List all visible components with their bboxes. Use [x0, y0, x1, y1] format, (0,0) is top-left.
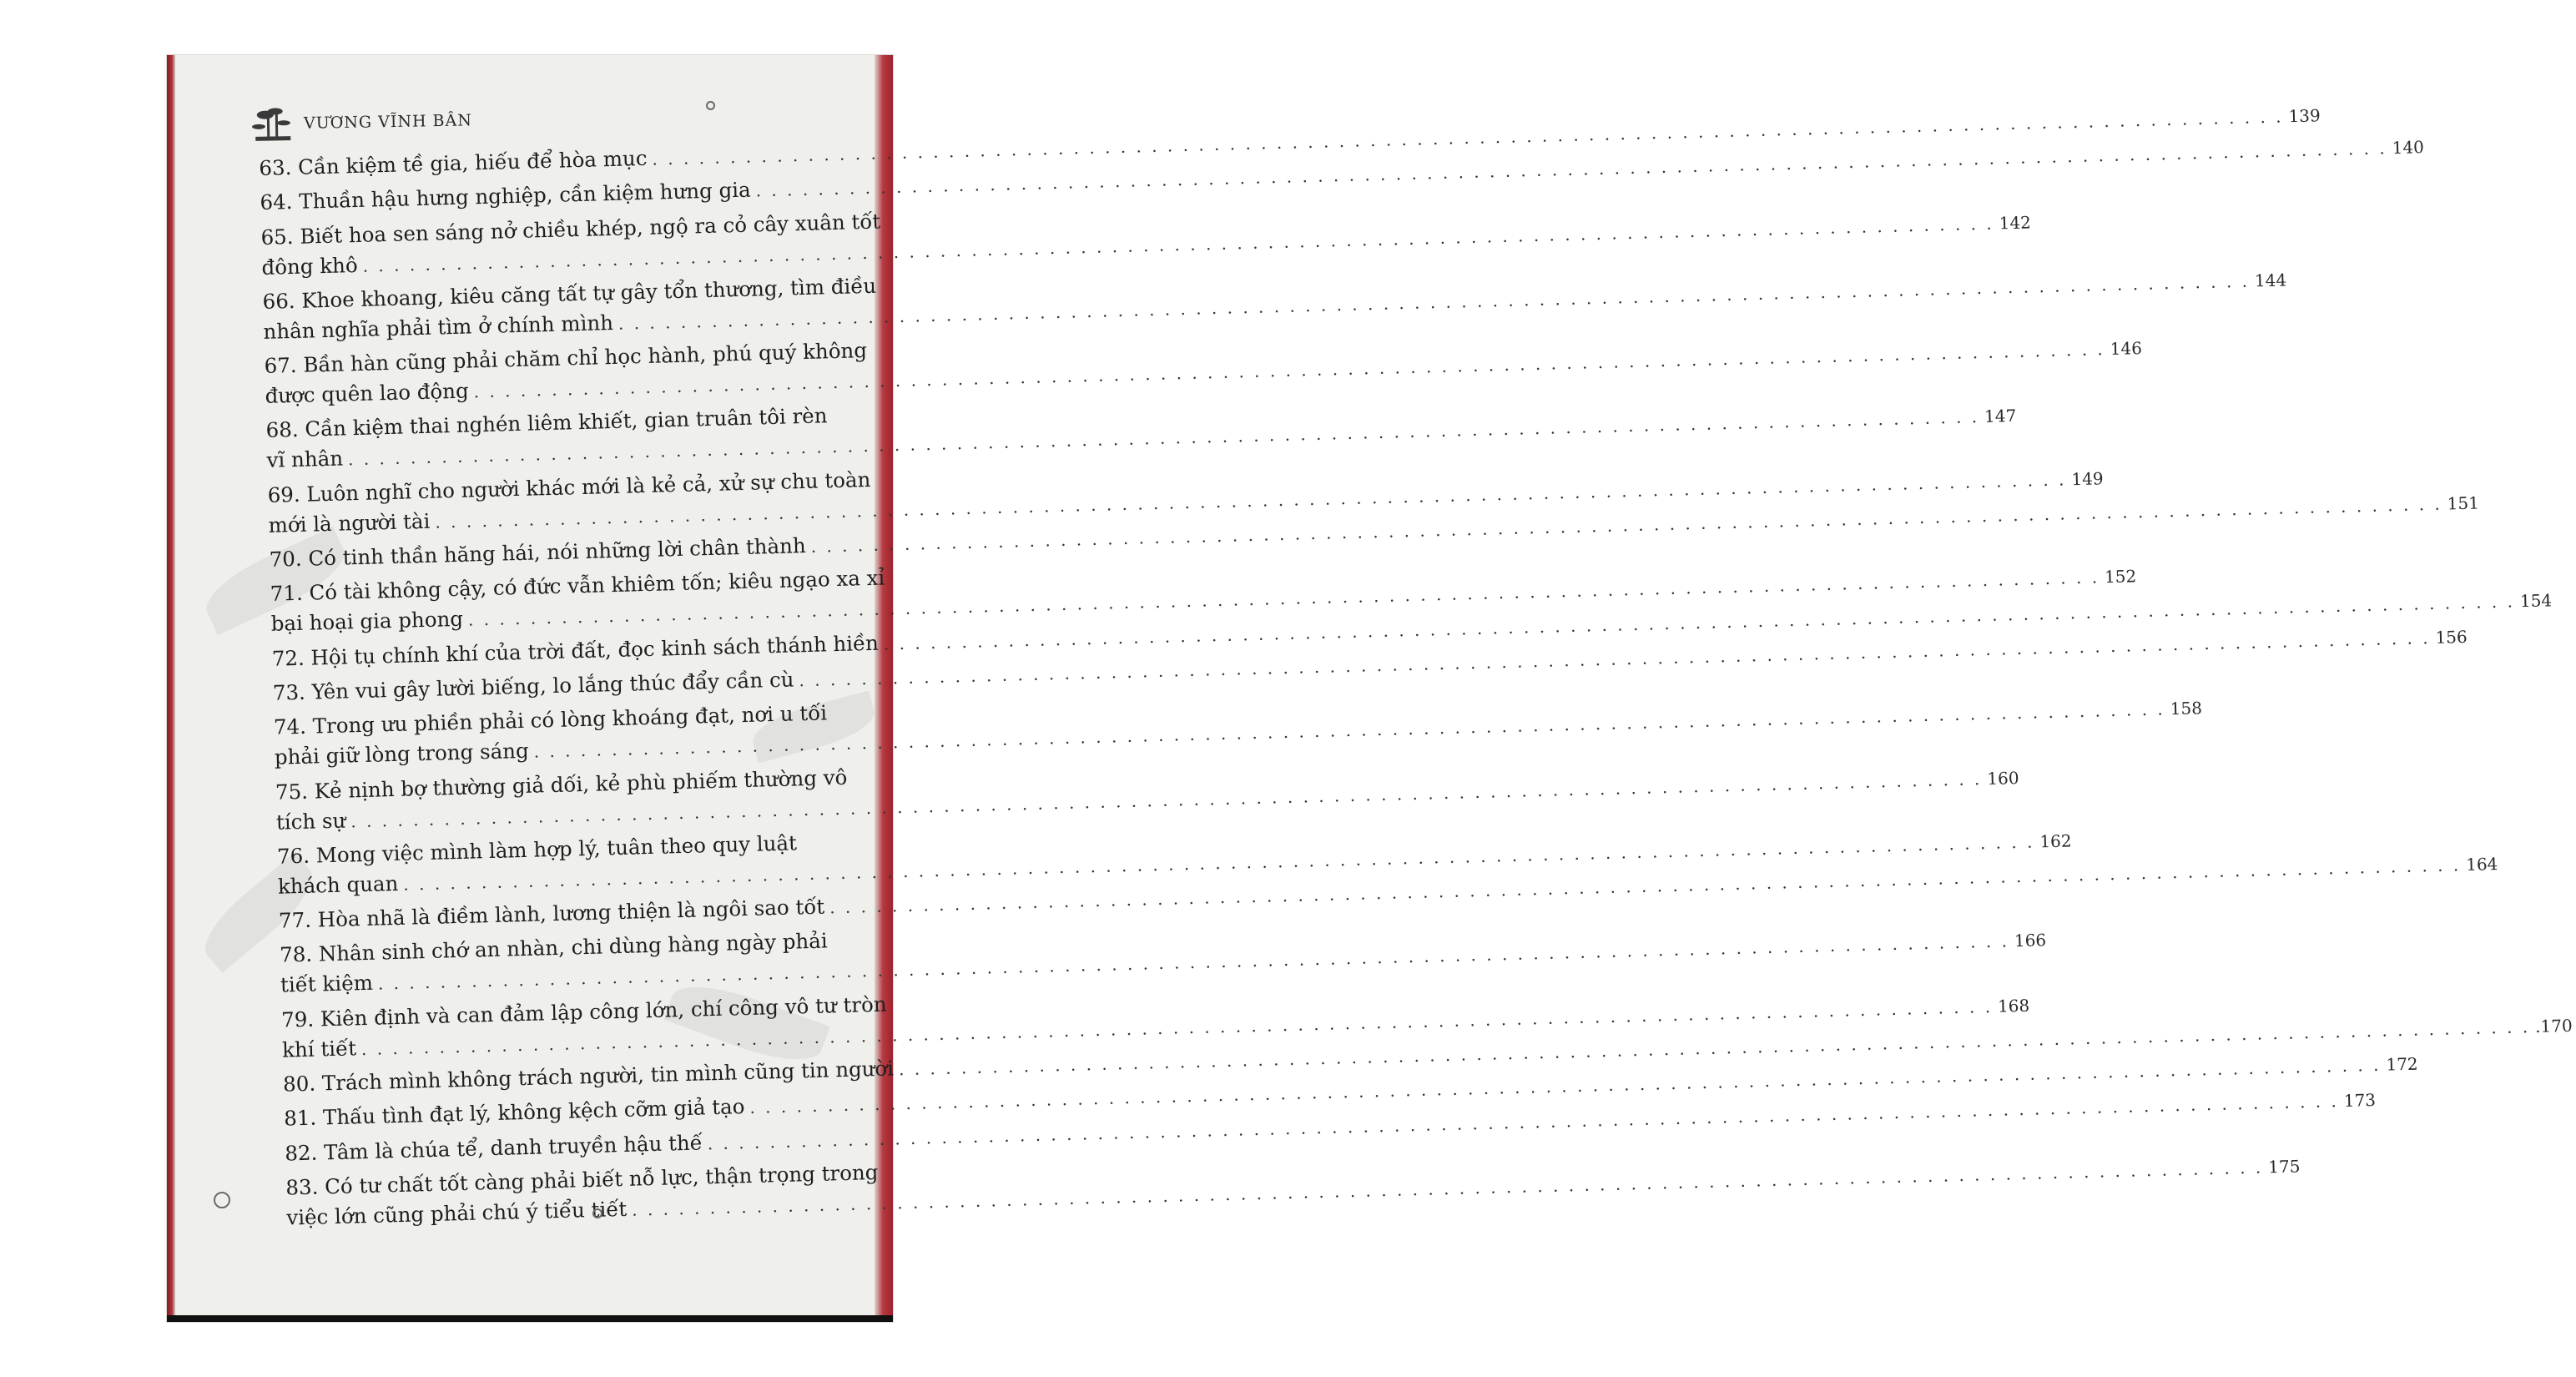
toc-entry-title: 74. Trong ưu phiền phải có lòng khoáng đạt, nơi u tối: [273, 700, 828, 740]
toc-entry-title: 67. Bần hàn cũng phải chăm chỉ học hành, phú quý không: [264, 338, 868, 379]
toc-entry-title: 76. Mong việc mình làm hợp lý, tuân theo quy luật: [276, 830, 798, 869]
toc-page-number: 147: [1984, 406, 2017, 427]
toc-page-number: 149: [2071, 468, 2104, 490]
toc-entry-title: 72. Hội tụ chính khí của trời đất, đọc kinh sách thánh hiền: [271, 630, 880, 671]
toc-entry: [273, 697, 2203, 773]
toc-entry: [280, 990, 2030, 1066]
toc-page-number: 146: [2110, 338, 2143, 360]
toc-page-number: 162: [2039, 830, 2072, 852]
toc-entry: [270, 564, 2137, 640]
book-cover-edge-left: [167, 55, 175, 1322]
toc-page-number: 151: [2447, 492, 2480, 514]
toc-entry-title: 69. Luôn nghĩ cho người khác mới là kẻ cả, xử sự chu toàn: [267, 467, 871, 507]
toc-entry-title: khách quan: [277, 870, 399, 899]
toc-page-number: 139: [2288, 105, 2321, 127]
book-page-photo: [167, 55, 2573, 1322]
toc-entry-title: 81. Thấu tình đạt lý, không kệch cỡm giả tạo: [283, 1094, 745, 1131]
toc-entry-title: 77. Hòa nhã là điềm lành, lương thiện là ngôi sao tốt: [278, 894, 825, 933]
toc-entry-title: 79. Kiên định và can đảm lập công lớn, chí công vô tư tròn: [280, 991, 887, 1032]
toc-page-number: 152: [2104, 566, 2137, 588]
toc-page-number: 166: [2014, 930, 2047, 951]
binding-hole-mark: [706, 101, 715, 110]
toc-entry-title: bại hoại gia phong: [270, 607, 464, 637]
toc-entry-title: 65. Biết hoa sen sáng nở chiều khép, ngộ ra cỏ cây xuân tốt: [260, 209, 881, 250]
toc-entry-title: 73. Yên vui gây lười biếng, lo lắng thúc đẩy cần cù: [272, 667, 794, 705]
toc-entry: [265, 401, 2017, 477]
toc-page-number: 142: [1999, 212, 2032, 234]
toc-page-number: 168: [1997, 995, 2030, 1016]
toc-entry: [285, 1156, 2301, 1233]
toc-entry: [260, 207, 2032, 283]
toc-page-number: 172: [2386, 1053, 2418, 1075]
toc-page-number: 158: [2170, 698, 2203, 719]
toc-entry-title: vĩ nhân: [266, 446, 344, 473]
toc-entry-title: mới là người tài: [268, 508, 431, 537]
running-title: VƯƠNG VĨNH BÂN: [303, 111, 473, 133]
toc-page-number: 175: [2267, 1156, 2301, 1178]
toc-page-number: .170: [2534, 1015, 2573, 1037]
toc-page-number: 144: [2254, 270, 2287, 291]
toc-entry-title: 71. Có tài không cậy, có đức vẫn khiêm tốn; kiêu ngạo xa xỉ: [270, 565, 885, 607]
toc-entry-title: 75. Kẻ nịnh bợ thường giả dối, kẻ phù phiếm thường vô: [275, 764, 848, 805]
toc-entry-title: tiết kiệm: [280, 971, 374, 998]
toc-entry: [264, 336, 2143, 412]
toc-entry-title: được quên lao động: [265, 378, 470, 409]
toc-entry-title: 83. Có tư chất tốt càng phải biết nỗ lực, thận trọng trong: [285, 1159, 879, 1200]
toc-entry-title: khí tiết: [281, 1036, 357, 1062]
toc-page-number: 160: [1987, 767, 2019, 789]
toc-entry-title: 63. Cần kiệm tề gia, hiếu để hòa mục: [259, 145, 648, 180]
toc-entry-title: đông khô: [261, 252, 358, 280]
toc-entry-title: 80. Trách mình không trách người, tin mình cũng tin người: [282, 1056, 895, 1097]
toc-entry-title: 68. Cần kiệm thai nghén liêm khiết, gian truân tôi rèn: [265, 403, 828, 443]
toc-entry-title: việc lớn cũng phải chú ý tiểu tiết: [286, 1196, 628, 1230]
toc-entry-title: 78. Nhân sinh chớ an nhàn, chi dùng hàng ngày phải: [279, 928, 829, 968]
toc-entry-title: 70. Có tinh thần hăng hái, nói những lời chân thành: [269, 533, 807, 572]
toc-entry-title: 64. Thuần hậu hưng nghiệp, cần kiệm hưng gia: [260, 177, 751, 215]
toc-page-number: 154: [2519, 589, 2553, 611]
binding-hole-mark: [592, 1208, 602, 1218]
toc-entry: [275, 762, 2019, 838]
toc-page-number: 173: [2343, 1089, 2377, 1111]
binding-hole-mark: [214, 1192, 230, 1208]
toc-page-number: 156: [2435, 626, 2468, 648]
toc-entry-title: phải giữ lòng trong sáng: [274, 739, 530, 770]
toc-entry-title: nhân nghĩa phải tìm ở chính mình: [263, 310, 614, 344]
toc-entry: [267, 465, 2104, 541]
toc-entry-title: 66. Khoe khoang, kiêu căng tất tự gây tổn thương, tìm điều: [262, 273, 877, 314]
toc-page-number: 140: [2392, 137, 2425, 159]
toc-page-number: 164: [2465, 854, 2498, 875]
toc-entry: [262, 270, 2287, 347]
bamboo-logo-icon: [250, 104, 296, 144]
running-header: [250, 99, 473, 145]
toc-entry: [276, 826, 2072, 902]
toc-entry-title: 82. Tâm là chúa tể, danh truyền hậu thế: [284, 1130, 703, 1166]
toc-entry-title: tích sự: [275, 808, 346, 835]
toc-entry: [279, 926, 2047, 1001]
photo-bottom-edge: [167, 1315, 893, 1322]
